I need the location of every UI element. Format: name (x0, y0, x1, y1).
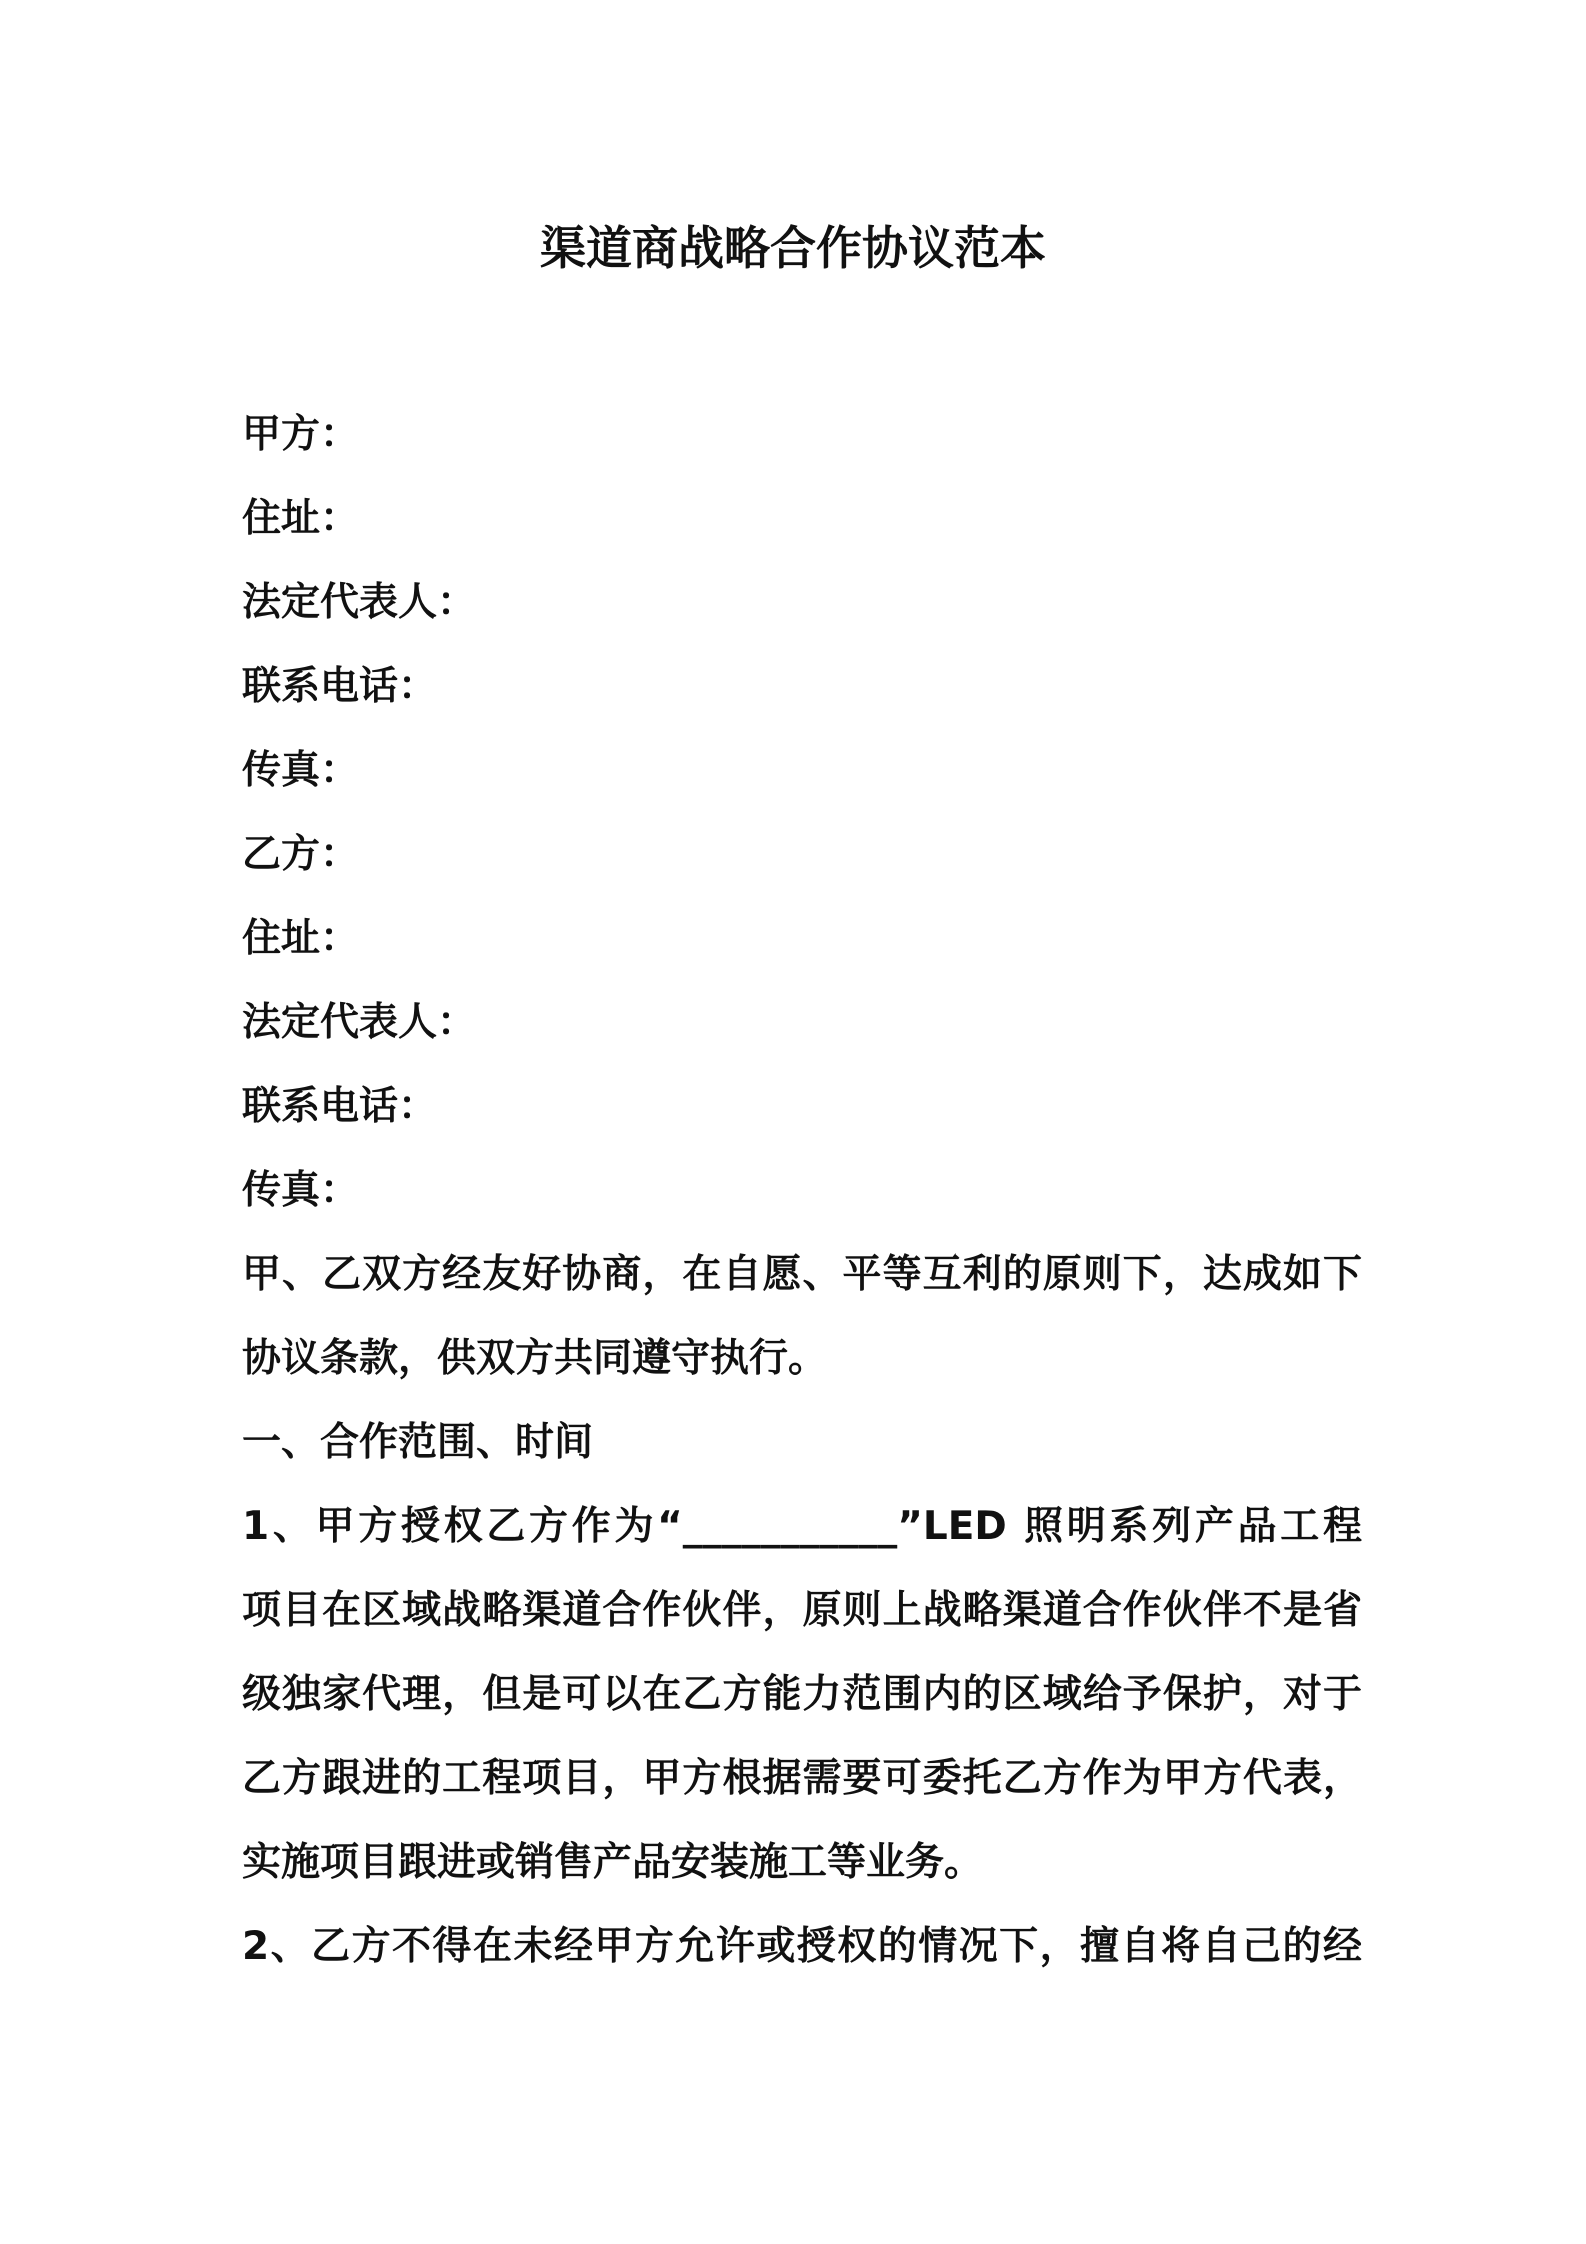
paragraph-line: 2、乙方不得在未经甲方允许或授权的情况下，擅自将自己的经 (242, 1924, 1362, 1969)
party-b-address-field: 住址： (242, 916, 360, 961)
party-a-phone-field: 联系电话： (242, 664, 438, 709)
party-b-name-field: 乙方： (242, 832, 360, 877)
paragraph-line: 1、甲方授权乙方作为“___________”LED 照明系列产品工程 (242, 1504, 1362, 1549)
party-a-name-field: 甲方： (242, 412, 360, 457)
paragraph-line: 级独家代理，但是可以在乙方能力范围内的区域给予保护，对于 (242, 1672, 1362, 1717)
party-a-legal-rep-field: 法定代表人： (242, 580, 477, 625)
clause-1-paragraph (242, 1485, 1362, 1905)
section-heading: 一、合作范围、时间 (242, 1420, 594, 1465)
document-body (242, 393, 1362, 1989)
clause-2-paragraph (242, 1905, 1362, 1989)
document-title: 渠道商战略合作协议范本 (540, 221, 1046, 275)
paragraph-line: 甲、乙双方经友好协商，在自愿、平等互利的原则下，达成如下 (242, 1252, 1362, 1297)
party-a-address-field: 住址： (242, 496, 360, 541)
party-b-legal-rep-field: 法定代表人： (242, 1000, 477, 1045)
paragraph-line: 协议条款，供双方共同遵守执行。 (242, 1336, 828, 1381)
paragraph-line: 项目在区域战略渠道合作伙伴，原则上战略渠道合作伙伴不是省 (242, 1588, 1362, 1633)
intro-paragraph (242, 1233, 1362, 1401)
party-a-fax-field: 传真： (242, 748, 360, 793)
party-b-fax-field: 传真： (242, 1168, 360, 1213)
party-b-phone-field: 联系电话： (242, 1084, 438, 1129)
paragraph-line: 实施项目跟进或销售产品安装施工等业务。 (242, 1840, 984, 1885)
paragraph-line: 乙方跟进的工程项目，甲方根据需要可委托乙方作为甲方代表， (242, 1756, 1362, 1801)
